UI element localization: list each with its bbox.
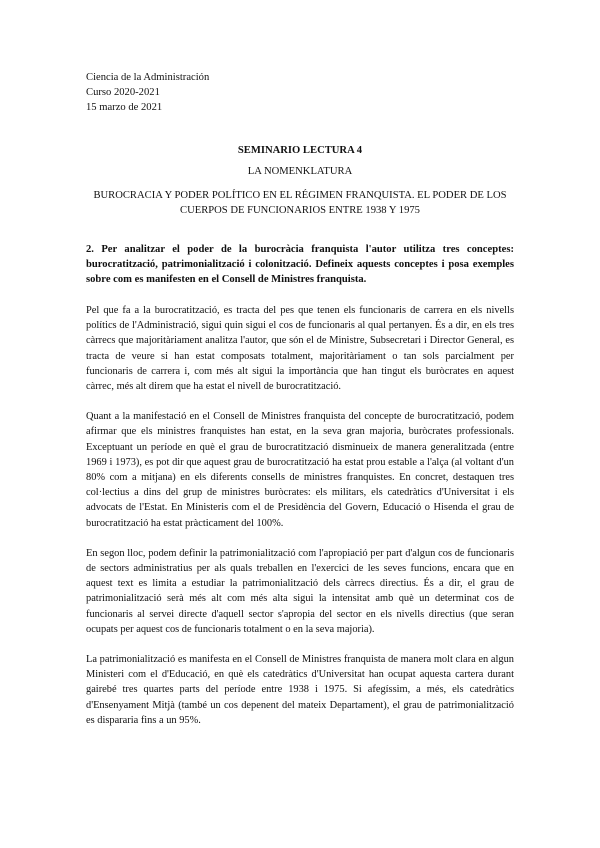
course-year: Curso 2020-2021 bbox=[86, 87, 160, 98]
paragraph-3: En segon lloc, podem definir la patrimonialització com l'apropiació per part d'algun cos de funcionaris de sectors administratius per als quals treballen en l'exercici de les seves funcions, encara que en aquest text es limita a estudiar la patrimonialització dels càrrecs directius. És a dir, el grau de patrimonialització serà més alt com més alta sigui la intensitat amb què un determinat cos de funcionaris al servei directe d'aquell sector s'apropia del sector en els nivells directius (que seran ocupats per aquest cos de funcionaris totalment o en la seva majoria). bbox=[86, 547, 514, 635]
paragraph-4: La patrimonialització es manifesta en el Consell de Ministres franquista de manera molt clara en algun Ministeri com el d'Educació, en què els catedràtics d'Universitat han ocupat aquesta cartera durant gairebé tres quartes parts del període entre 1938 i 1975. Si afegíssim, a més, els catedràtics d'Ensenyament Mitjà (també un cos depenent del mateix Departament), el grau de patrimonialització es dispararia fins a un 95%. bbox=[86, 654, 514, 726]
document-page bbox=[86, 70, 514, 738]
reading-title: BUROCRACIA Y PODER POLÍTICO EN EL RÉGIMEN FRANQUISTA. EL PODER DE LOS CUERPOS DE FUNCIONARIOS ENTRE 1938 Y 1975 bbox=[93, 190, 507, 216]
document-header bbox=[86, 70, 514, 115]
course-name: Ciencia de la Administración bbox=[86, 72, 210, 83]
question-text: 2. Per analitzar el poder de la burocràcia franquista l'autor utilitza tres conceptes: burocratització, patrimonialització i colonització. Defineix aquests conceptes i posa exemples sobre com es manifesten en el Consell de Ministres franquista. bbox=[86, 244, 514, 285]
seminar-title: SEMINARIO LECTURA 4 bbox=[237, 145, 363, 156]
paragraph-1: Pel que fa a la burocratització, es tracta del pes que tenen els funcionaris de carrera en els nivells polítics de l'Administració, sigui quin sigui el cos de funcionaris al qual pertanyen. És a dir, en els tres càrrecs que majoritàriament analitza l'autor, que són el de Ministre, Subsecretari i Director General, es tracta de veure si han estat composats totalment, majoritàriament o tan sols parcialment per funcionaris de carrera i, com més alt sigui la importància que han tingut els buròcrates en aquest càrrec, més alt direm que ha estat el nivell de burocratització. bbox=[86, 305, 514, 393]
paragraph-2: Quant a la manifestació en el Consell de Ministres franquista del concepte de burocratització, podem afirmar que els ministres franquistes han estat, en la seva gran majoria, buròcrates professionals. Exceptuant un període en què el grau de burocratització disminueix de manera generalitzada (entre 1969 i 1973), es pot dir que aquest grau de burocratització ha estat prou estable a l'alça (al voltant d'un 80% com a mitjana) en els diferents consells de ministres franquistes. En concret, destaquen tres col·lectius a dins del grup de ministres buròcrates: els militars, els catedràtics d'Universitat i els advocats de l'Estat. En Ministeris com el de Presidència del Govern, Educació o Hisenda el grau de burocratització ha estat pràcticament del 100%. bbox=[86, 411, 514, 529]
section-title: LA NOMENKLATURA bbox=[247, 166, 353, 177]
document-date: 15 marzo de 2021 bbox=[86, 102, 163, 113]
